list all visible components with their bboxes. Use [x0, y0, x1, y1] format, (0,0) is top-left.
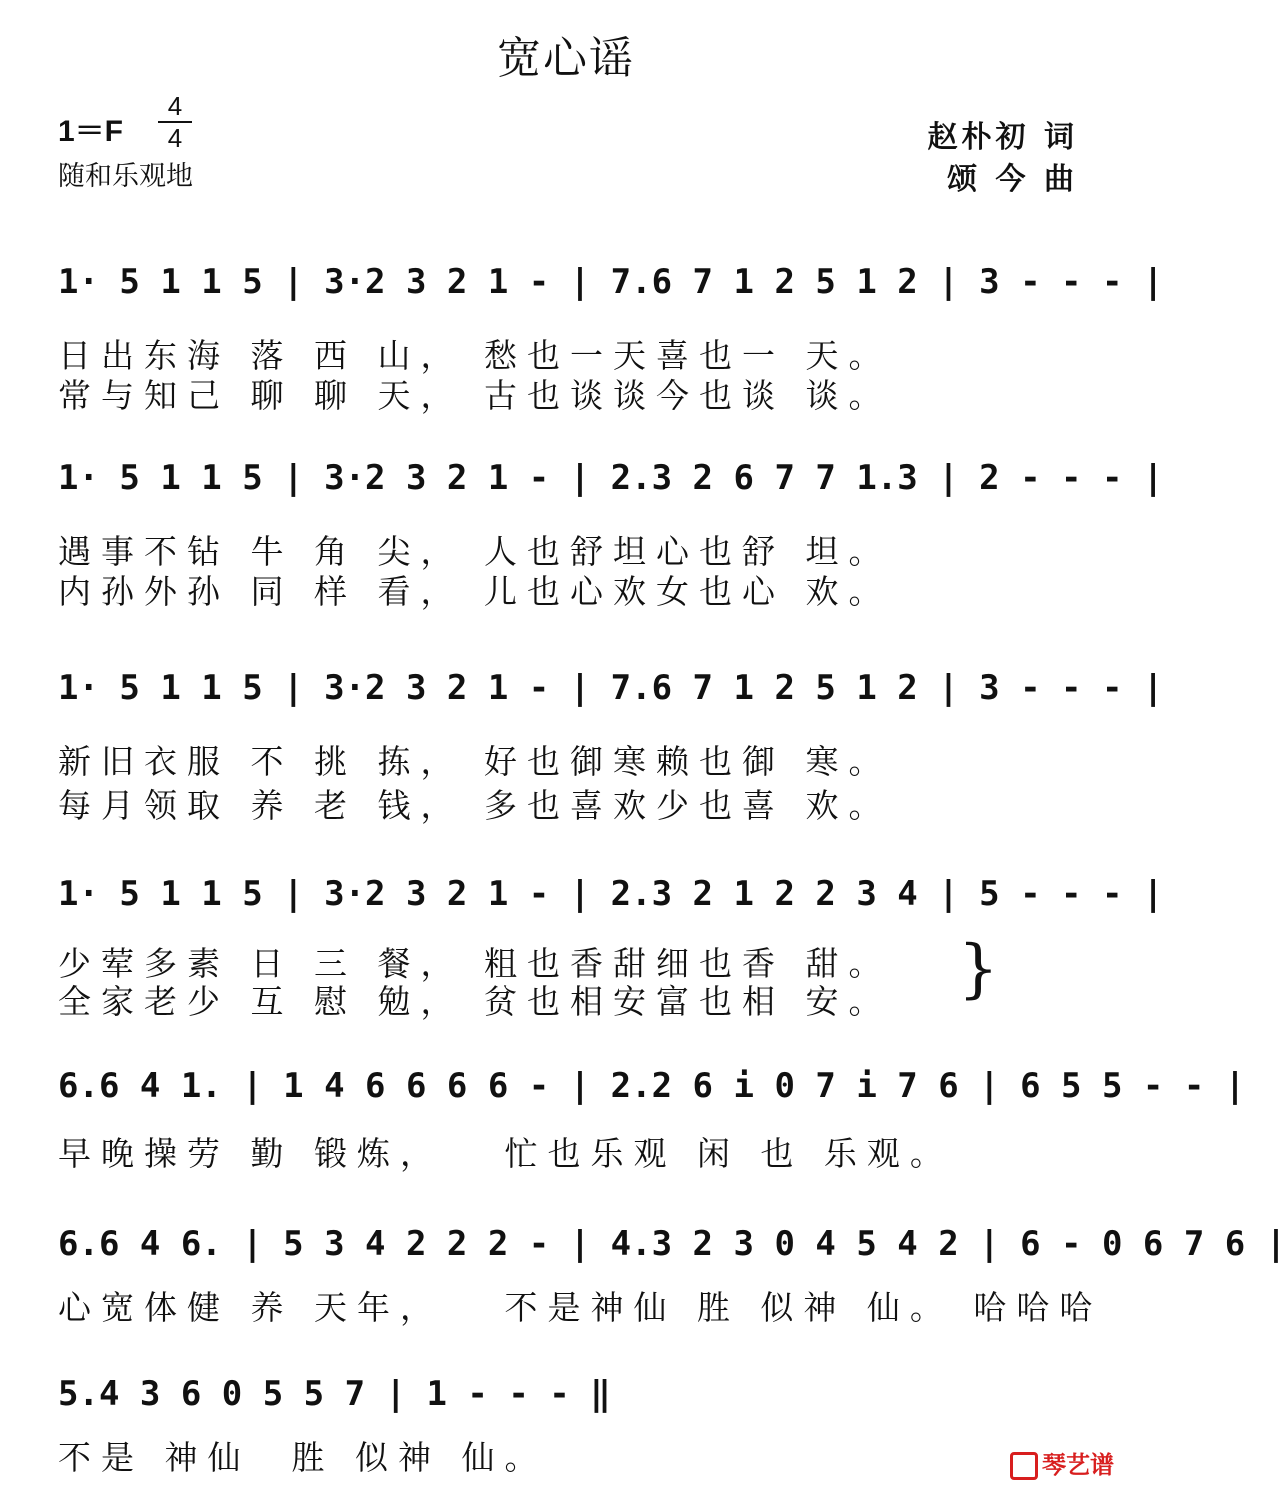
lyric-verse-2: 每月领取 养 老 钱， 多也喜欢少也喜 欢。 — [58, 786, 892, 825]
logo-text: 琴艺谱 — [1042, 1451, 1114, 1479]
lyric-verse-1: 心宽体健 养 天年， 不是神仙 胜 似神 仙。 哈哈哈 — [58, 1288, 1103, 1327]
time-signature-bottom: 4 — [167, 123, 183, 153]
melody-line: 6.6 4 1. | 1 4 6 6 6 6 - | 2.2 6 i 0 7 i 7 6 | 6 5 5 - - | — [58, 1066, 1246, 1106]
melody-line: 1· 5 1 1 5 | 3·2 3 2 1 - | 2.3 2 6 7 7 1.3 | 2 - - - | — [58, 458, 1164, 498]
composer-credit: 颂 今 曲 — [947, 162, 1078, 197]
lyricist-credit: 赵朴初 词 — [927, 120, 1078, 155]
lyric-verse-1: 日出东海 落 西 山， 愁也一天喜也一 天。 — [58, 336, 892, 375]
melody-line: 5.4 3 6 0 5 5 7 | 1 - - - ‖ — [58, 1374, 611, 1414]
key-signature: 1＝F — [58, 115, 124, 148]
time-signature — [158, 92, 192, 152]
melody-line: 1· 5 1 1 5 | 3·2 3 2 1 - | 7.6 7 1 2 5 1 2 | 3 - - - | — [58, 262, 1164, 302]
melody-line: 6.6 4 6. | 5 3 4 2 2 2 - | 4.3 2 3 0 4 5 4 2 | 6 - 0 6 7 6 | — [58, 1224, 1286, 1264]
lyric-verse-1: 不是 神仙 胜 似神 仙。 — [58, 1438, 548, 1477]
lyric-verse-2: 常与知己 聊 聊 天， 古也谈谈今也谈 谈。 — [58, 376, 892, 415]
song-title: 宽心谣 — [497, 33, 635, 84]
lyric-verse-2: 全家老少 互 慰 勉， 贫也相安富也相 安。 — [58, 982, 892, 1021]
logo — [1010, 1445, 1114, 1480]
lyric-verse-1: 新旧衣服 不 挑 拣， 好也御寒赖也御 寒。 — [58, 742, 892, 781]
tempo-marking: 随和乐观地 — [58, 161, 193, 192]
melody-line: 1· 5 1 1 5 | 3·2 3 2 1 - | 7.6 7 1 2 5 1 2 | 3 - - - | — [58, 668, 1164, 708]
lyric-verse-1: 少荤多素 日 三 餐， 粗也香甜细也香 甜。 — [58, 944, 892, 983]
lyric-verse-1: 遇事不钻 牛 角 尖， 人也舒坦心也舒 坦。 — [58, 532, 892, 571]
verse-brace: } — [958, 932, 999, 1006]
lyric-verse-1: 早晚操劳 勤 锻炼， 忙也乐观 闲 也 乐观。 — [58, 1134, 953, 1173]
logo-icon — [1010, 1452, 1038, 1480]
time-signature-top: 4 — [167, 91, 183, 121]
lyric-verse-2: 内孙外孙 同 样 看， 儿也心欢女也心 欢。 — [58, 572, 892, 611]
melody-line: 1· 5 1 1 5 | 3·2 3 2 1 - | 2.3 2 1 2 2 3 4 | 5 - - - | — [58, 874, 1164, 914]
